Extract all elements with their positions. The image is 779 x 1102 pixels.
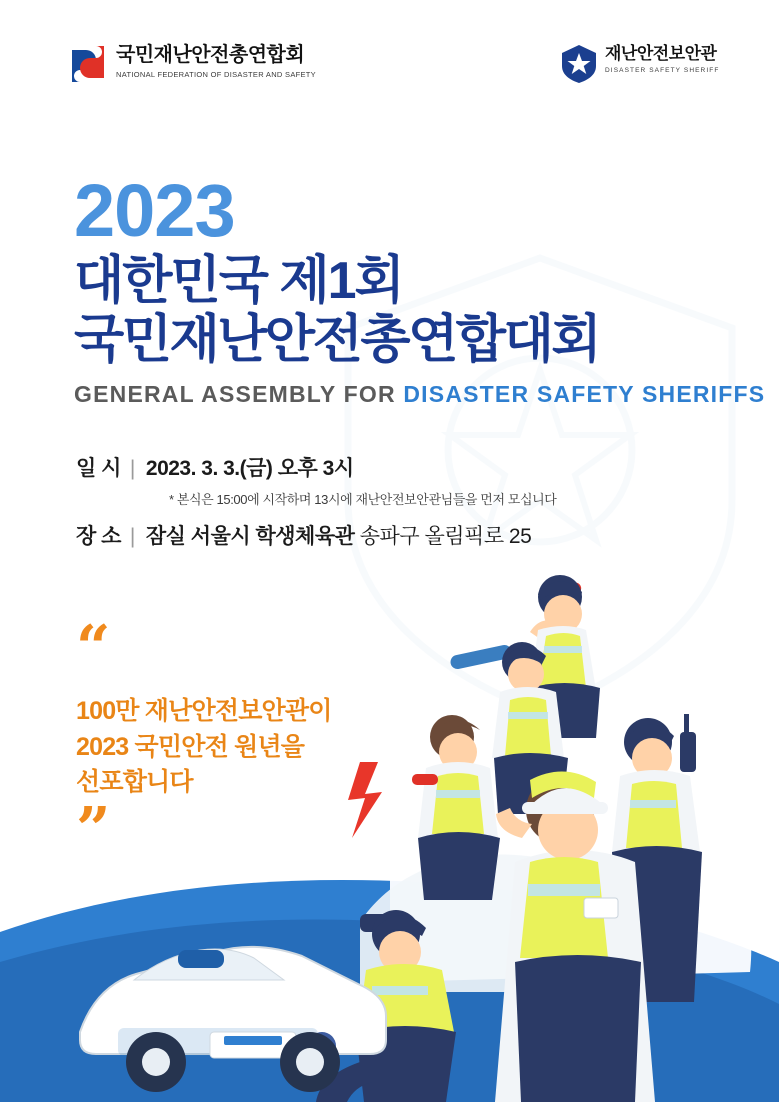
- quote-line-2: 2023 국민안전 원년을: [76, 732, 305, 761]
- baton-character: [530, 575, 600, 738]
- event-title-line2: 국민재난안전총연합대회: [74, 310, 600, 369]
- quote-line-3: 선포합니다: [76, 768, 193, 796]
- event-place-row: [76, 520, 736, 550]
- quote-line-1: 100만 재난안전보안관이: [76, 697, 332, 725]
- event-subtitle-highlight: DISASTER SAFETY SHERIFFS: [403, 380, 766, 407]
- event-date-time: 3시: [322, 457, 354, 480]
- salute-character: [495, 771, 655, 1102]
- siren-light-icon: [178, 950, 224, 968]
- event-info: [76, 452, 736, 550]
- event-subtitle: [74, 380, 766, 408]
- telescope-character: [449, 642, 568, 814]
- federation-logo-english: NATIONAL FEDERATION OF DISASTER AND SAFETY: [116, 70, 316, 79]
- blue-swoosh-decoration: [0, 812, 779, 1102]
- event-title-line1: 대한민국 제1회: [74, 252, 403, 311]
- event-date-label: 일 시: [76, 457, 121, 480]
- quote-close-mark: ”: [76, 795, 111, 865]
- event-subtitle-prefix: GENERAL ASSEMBLY FOR: [74, 380, 404, 407]
- sheriff-logo: [560, 44, 719, 84]
- event-place-value: [146, 520, 531, 550]
- event-place-label: 장 소: [76, 525, 121, 548]
- event-place-address: 송파구 올림픽로 25: [359, 525, 532, 548]
- whistle-character: [412, 715, 500, 900]
- event-date-main: 2023. 3. 3.(금) 오후: [145, 457, 323, 480]
- event-date-value: [146, 452, 354, 482]
- quote-text: [76, 694, 406, 801]
- binoculars-character: [316, 910, 456, 1102]
- patrol-car: [80, 947, 386, 1092]
- federation-emblem-icon: [68, 44, 108, 84]
- sheriff-logo-korean: 재난안전보안관: [605, 44, 717, 63]
- title-block: [74, 169, 766, 408]
- event-year: 2023: [74, 169, 235, 252]
- character-illustration: [60, 562, 779, 1102]
- event-date-row: [76, 452, 736, 482]
- sheriff-star-badge-icon: [560, 44, 598, 84]
- info-divider-1: |: [129, 457, 135, 480]
- federation-logo: [68, 44, 316, 84]
- event-place-venue: 잠실 서울시 학생체육관: [145, 525, 360, 548]
- event-date-note: * 본식은 15:00에 시작하며 13시에 재난안전보안관님들을 먼저 모십니다: [169, 492, 557, 507]
- radio-character: [612, 714, 702, 1002]
- info-divider-2: |: [129, 525, 135, 548]
- federation-logo-korean: 국민재난안전총연합회: [116, 44, 305, 66]
- sheriff-logo-english: DISASTER SAFETY SHERIFF: [605, 66, 720, 74]
- header-logos: [0, 38, 779, 98]
- quote-open-mark: “: [76, 613, 111, 683]
